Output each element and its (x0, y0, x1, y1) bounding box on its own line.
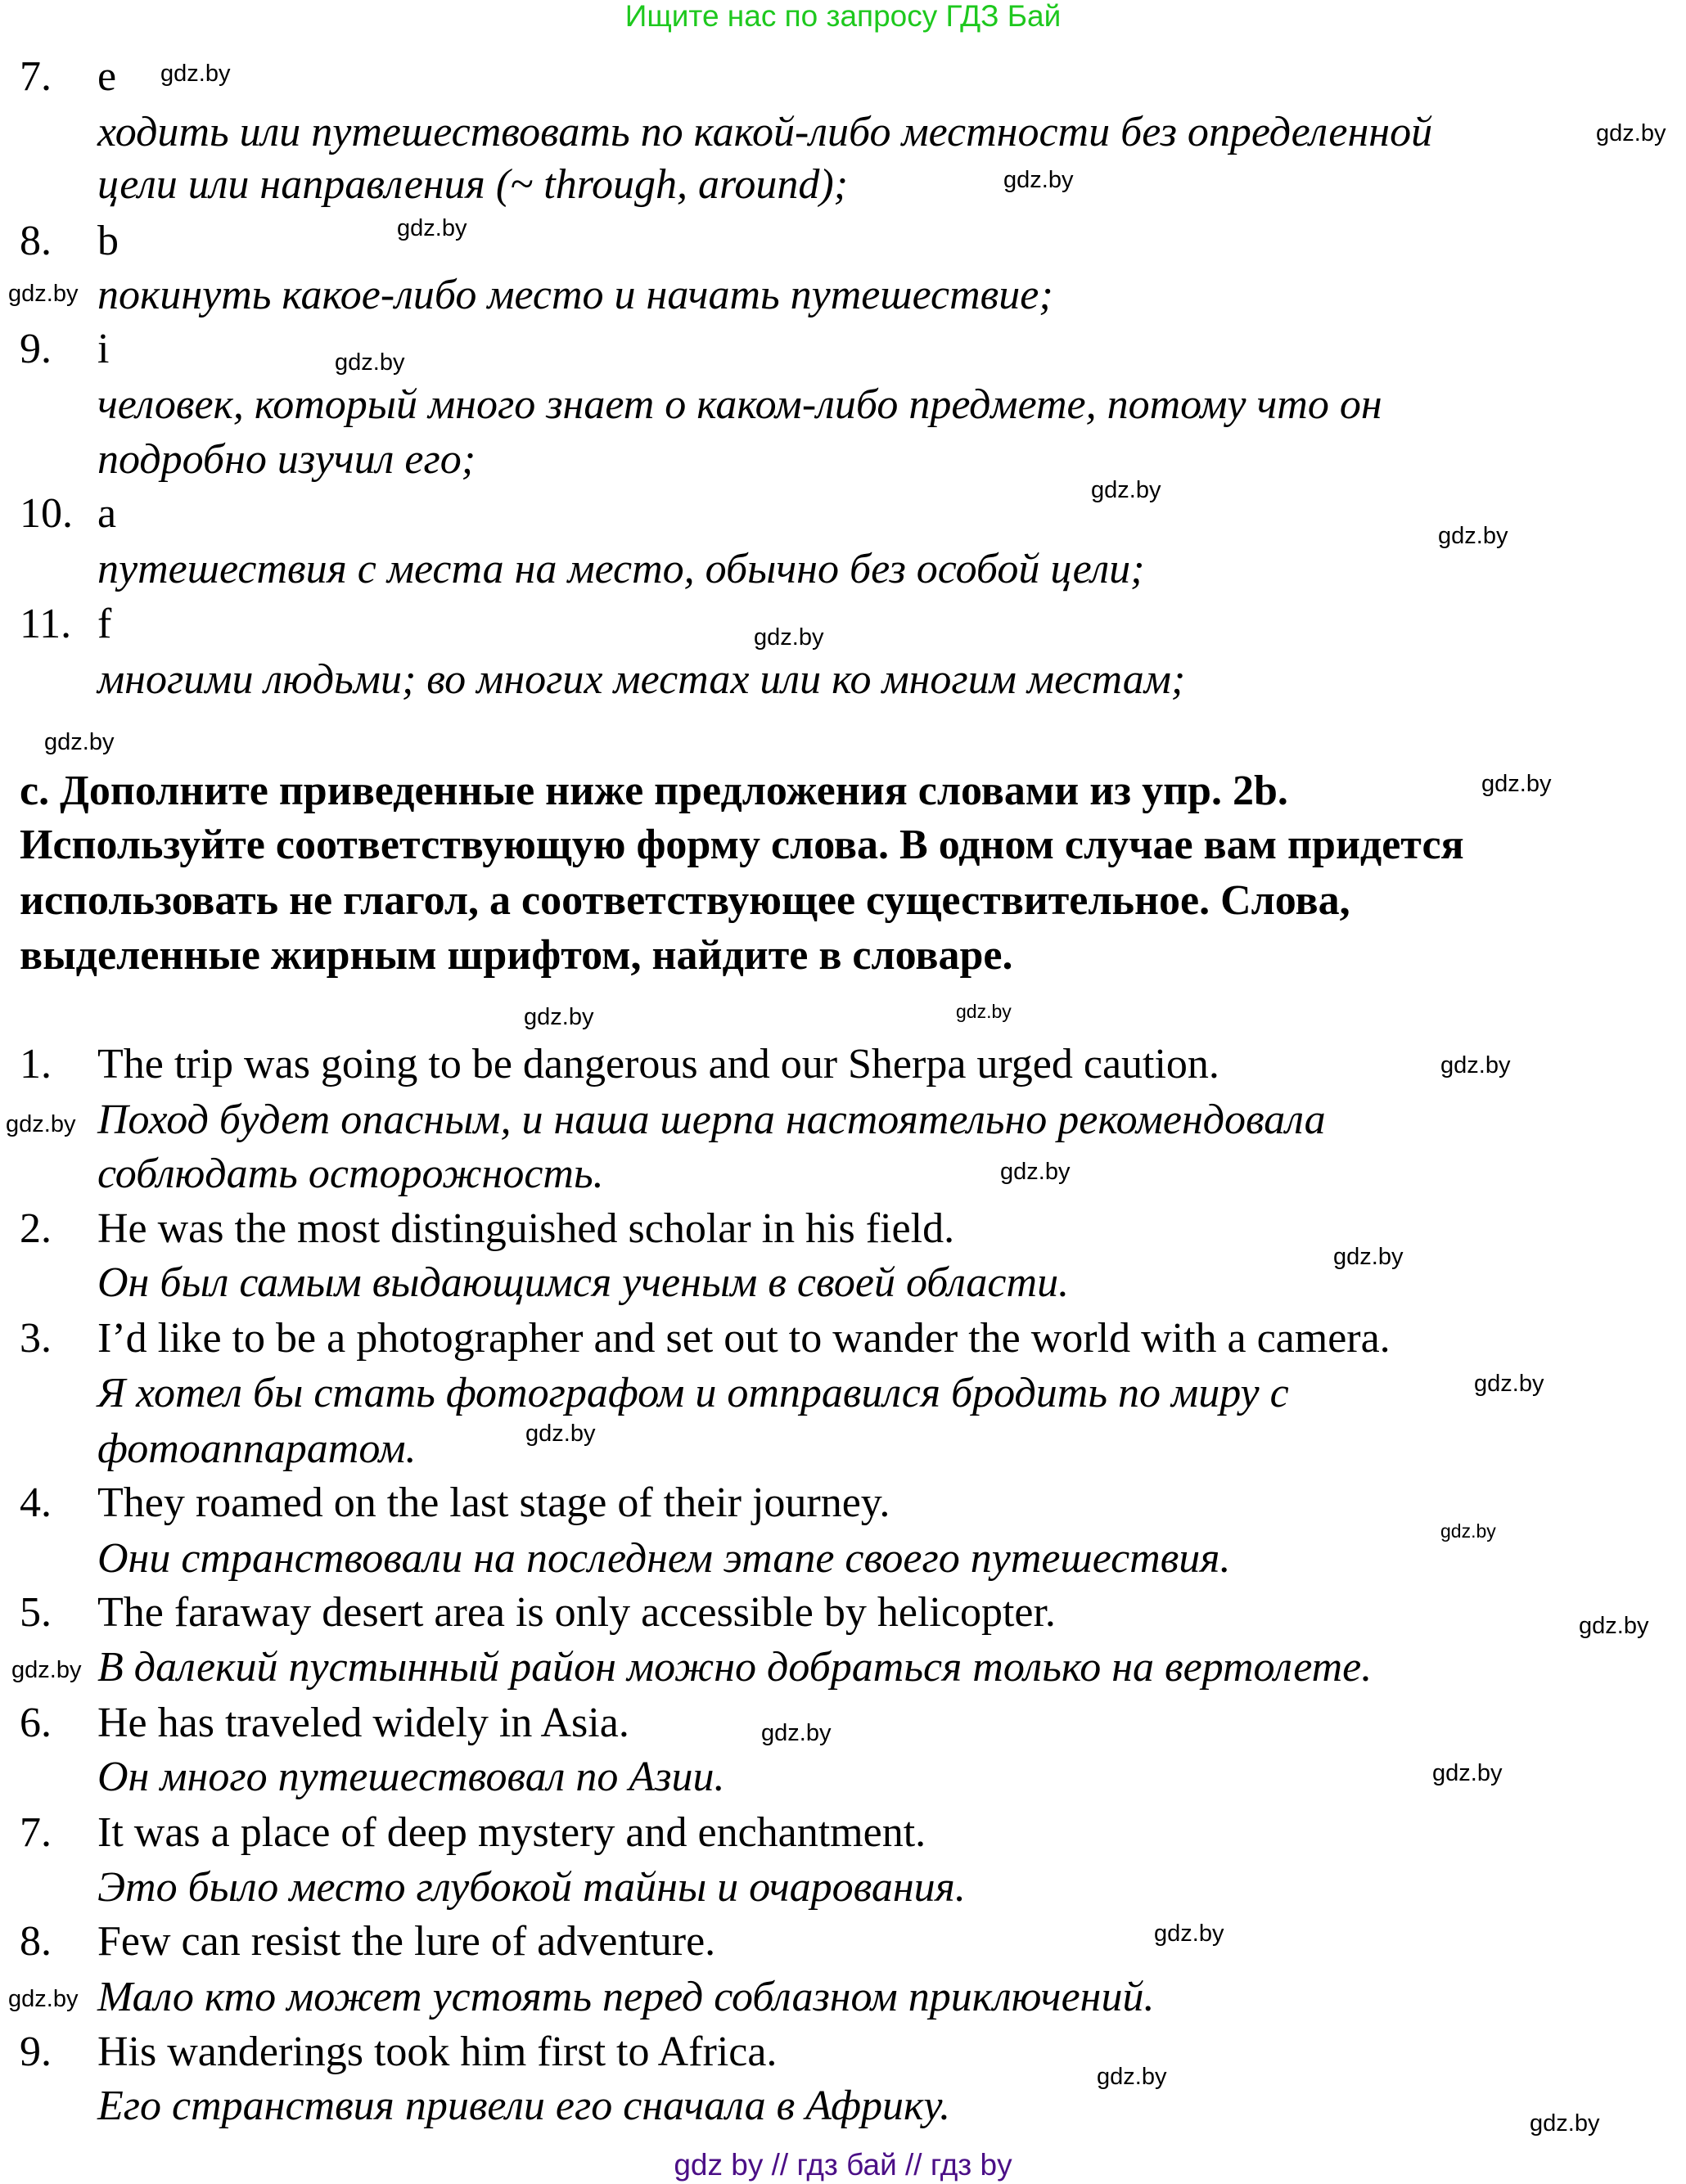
sentence-translation: Он много путешествовал по Азии. (97, 1754, 725, 1800)
watermark: gdz.by (1091, 477, 1161, 503)
sentence-english: I’d like to be a photographer and set out to wander the world with a camera. (97, 1315, 1391, 1362)
sentence-english: It was a place of deep mystery and enchantment. (97, 1809, 926, 1856)
watermark: gdz.by (44, 729, 115, 755)
watermark: gdz.by (160, 61, 231, 87)
watermark: gdz.by (8, 281, 79, 307)
section-heading: Используйте соответствующую форму слова. В одном случае вам придется (20, 822, 1464, 868)
sentence-number: 1. (20, 1041, 52, 1087)
sentence-translation: Это было место глубокой тайны и очарования. (97, 1864, 966, 1911)
item-answer-letter: b (97, 218, 119, 264)
sentence-number: 7. (20, 1809, 52, 1856)
watermark: gdz.by (6, 1111, 76, 1137)
sentence-number: 2. (20, 1205, 52, 1252)
item-answer-letter: e (97, 53, 117, 100)
sentence-translation: фотоаппаратом. (97, 1425, 417, 1472)
watermark: gdz.by (1438, 523, 1508, 549)
watermark: gdz.by (1097, 2064, 1167, 2090)
item-definition: цели или направления (~ through, around); (97, 161, 848, 208)
watermark: gdz.by (1440, 1520, 1496, 1542)
watermark: gdz.by (956, 1001, 1012, 1022)
sentence-english: The trip was going to be dangerous and our Sherpa urged caution. (97, 1041, 1219, 1087)
sentence-translation: Мало кто может устоять перед соблазном приключений. (97, 1974, 1155, 2020)
item-number: 8. (20, 218, 52, 264)
item-definition: человек, который много знает о каком-либо предмете, потому что он (97, 381, 1382, 428)
item-number: 9. (20, 326, 52, 372)
item-number: 11. (20, 601, 72, 647)
sentence-number: 8. (20, 1918, 52, 1965)
sentence-translation: Поход будет опасным, и наша шерпа настоятельно рекомендовала (97, 1097, 1326, 1143)
section-heading: c. Дополните приведенные ниже предложения словами из упр. 2b. (20, 768, 1288, 814)
item-definition: подробно изучил его; (97, 436, 476, 483)
watermark: gdz.by (1154, 1921, 1224, 1947)
watermark: gdz.by (397, 215, 467, 241)
watermark: gdz.by (1000, 1159, 1071, 1185)
sentence-english: Few can resist the lure of adventure. (97, 1918, 716, 1965)
watermark: gdz.by (1432, 1760, 1503, 1786)
header-banner: Ищите нас по запросу ГДЗ Бай (624, 0, 1062, 33)
item-answer-letter: a (97, 490, 117, 537)
watermark: gdz.by (1481, 771, 1552, 797)
sentence-number: 3. (20, 1315, 52, 1362)
watermark: gdz.by (525, 1421, 596, 1447)
watermark: gdz.by (754, 624, 824, 651)
item-answer-letter: i (97, 326, 110, 372)
watermark: gdz.by (1440, 1052, 1511, 1078)
watermark: gdz.by (1333, 1244, 1404, 1270)
sentence-english: The faraway desert area is only accessible by helicopter. (97, 1589, 1056, 1636)
sentence-english: His wanderings took him first to Africa. (97, 2029, 778, 2075)
watermark: gdz.by (1003, 167, 1074, 193)
watermark: gdz.by (1530, 2110, 1600, 2137)
sentence-number: 9. (20, 2029, 52, 2075)
sentence-english: He has traveled widely in Asia. (97, 1700, 629, 1746)
item-number: 7. (20, 53, 52, 100)
item-answer-letter: f (97, 601, 112, 647)
sentence-translation: Его странствия привели его сначала в Африку. (97, 2083, 951, 2129)
sentence-translation: В далекий пустынный район можно добраться только на вертолете. (97, 1644, 1373, 1691)
sentence-english: He was the most distinguished scholar in his field. (97, 1205, 955, 1252)
watermark: gdz.by (8, 1986, 79, 2012)
footer-banner: gdz by // гдз бай // гдз by (674, 2148, 1012, 2182)
watermark: gdz.by (335, 349, 405, 376)
watermark: gdz.by (1596, 120, 1666, 146)
section-heading: использовать не глагол, а соответствующее существительное. Слова, (20, 877, 1350, 924)
watermark: gdz.by (524, 1004, 594, 1030)
section-heading: выделенные жирным шрифтом, найдите в словаре. (20, 932, 1013, 979)
watermark: gdz.by (1474, 1371, 1544, 1397)
item-definition: путешествия с места на место, обычно без особой цели; (97, 546, 1145, 592)
watermark: gdz.by (761, 1720, 832, 1746)
sentence-translation: Я хотел бы стать фотографом и отправился бродить по миру с (97, 1370, 1289, 1416)
sentence-english: They roamed on the last stage of their journey. (97, 1479, 890, 1526)
sentence-translation: Он был самым выдающимся ученым в своей области. (97, 1259, 1070, 1306)
item-number: 10. (20, 490, 73, 537)
sentence-number: 4. (20, 1479, 52, 1526)
item-definition: ходить или путешествовать по какой-либо местности без определенной (97, 109, 1433, 155)
watermark: gdz.by (1579, 1613, 1649, 1639)
sentence-translation: Они странствовали на последнем этапе своего путешествия. (97, 1535, 1231, 1582)
sentence-number: 5. (20, 1589, 52, 1636)
sentence-translation: соблюдать осторожность. (97, 1151, 604, 1197)
item-definition: покинуть какое-либо место и начать путешествие; (97, 272, 1053, 318)
watermark: gdz.by (11, 1657, 82, 1683)
item-definition: многими людьми; во многих местах или ко многим местам; (97, 656, 1186, 703)
sentence-number: 6. (20, 1700, 52, 1746)
